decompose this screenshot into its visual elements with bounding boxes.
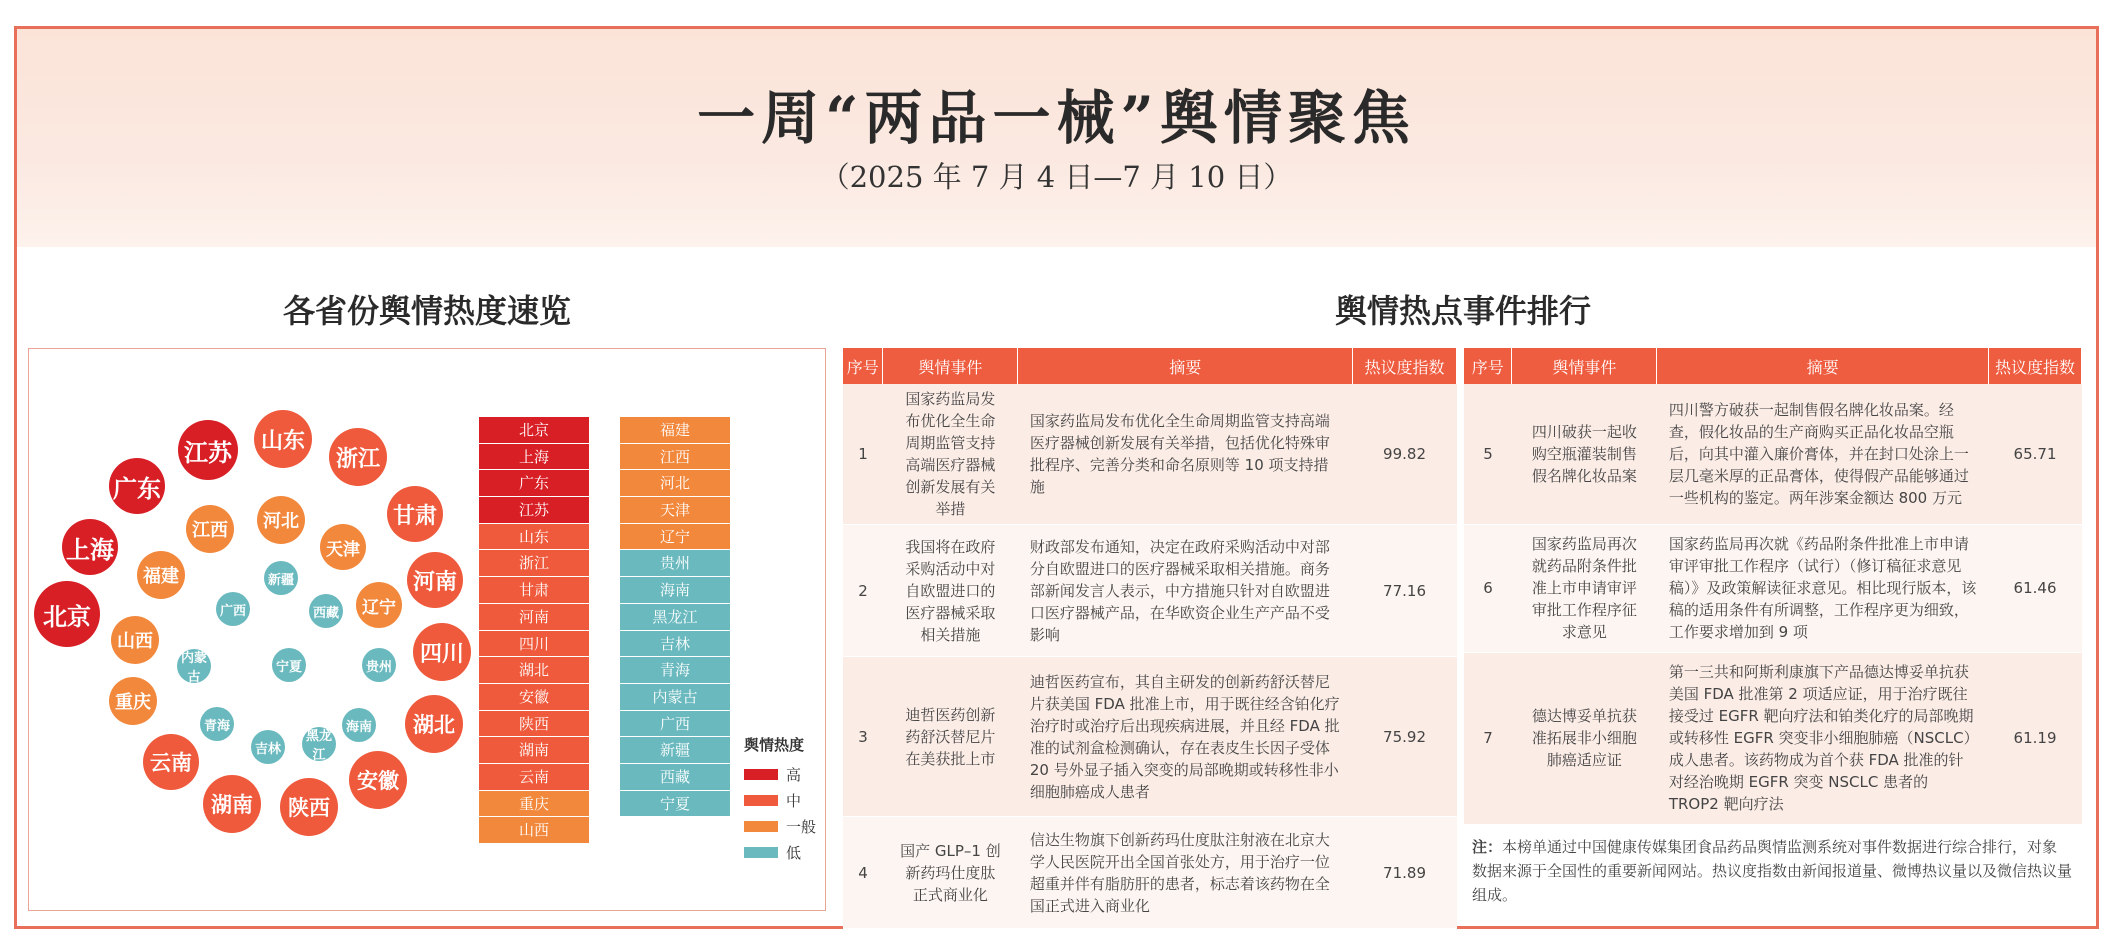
province-rank-item: 黑龙江 [620, 604, 730, 631]
legend-swatch [744, 847, 778, 858]
event-rank: 5 [1464, 384, 1512, 524]
header-banner [17, 29, 2096, 247]
event-row [1464, 384, 2082, 524]
province-rank-item: 新疆 [620, 737, 730, 764]
province-rank-item: 甘肃 [479, 577, 589, 604]
province-bubble: 山西 [111, 616, 159, 664]
province-bubble: 海南 [342, 708, 376, 742]
province-bubble: 湖南 [203, 775, 261, 833]
province-rank-item: 浙江 [479, 550, 589, 577]
event-heat-index: 65.71 [1989, 384, 2082, 524]
province-bubble: 江西 [186, 505, 234, 553]
province-bubble: 贵州 [362, 648, 396, 682]
event-title: 国家药监局再次就药品附条件批准上市申请审评审批工作程序征求意见 [1512, 524, 1657, 652]
event-title: 迪哲医药创新药舒沃替尼片在美获批上市 [883, 657, 1018, 817]
col-header-no: 序号 [843, 348, 883, 384]
province-bubble: 河北 [257, 496, 305, 544]
province-rank-item: 天津 [620, 497, 730, 524]
event-heat-index: 71.89 [1353, 817, 1457, 929]
province-rank-item: 云南 [479, 764, 589, 791]
legend-label: 高 [786, 765, 802, 784]
events-table-left [843, 348, 1457, 929]
footnote-label: 注： [1472, 838, 1503, 856]
province-bubble: 内蒙古 [177, 649, 211, 683]
col-header-summary: 摘要 [1657, 348, 1989, 384]
event-heat-index: 61.46 [1989, 524, 2082, 652]
province-ranking-column-2 [620, 417, 730, 817]
event-summary: 迪哲医药宣布，其自主研发的创新药舒沃替尼片获美国 FDA 批准上市，用于既往经含铂化疗治疗时或治疗后出现疾病进展，并且经 FDA 批准的试剂盒检测确认，存在表皮生长因子受体 20 号外显子插入突变的局部晚期或转移性非小细胞肺癌成人患者 [1018, 657, 1353, 817]
province-bubble: 吉林 [251, 730, 285, 764]
event-heat-index: 61.19 [1989, 652, 2082, 824]
province-rank-item: 安徽 [479, 684, 589, 711]
event-summary: 财政部发布通知，决定在政府采购活动中对部分自欧盟进口的医疗器械采取相关措施。商务部新闻发言人表示，中方措施只针对自欧盟进口医疗器械产品，在华欧资企业生产产品不受影响 [1018, 525, 1353, 657]
province-rank-item: 四川 [479, 631, 589, 658]
province-rank-item: 湖南 [479, 737, 589, 764]
province-rank-item: 山西 [479, 817, 589, 844]
province-bubble: 辽宁 [356, 582, 402, 628]
legend-label: 低 [786, 843, 802, 862]
event-rank: 1 [843, 384, 883, 525]
events-table-right [1464, 348, 2082, 825]
event-row [843, 525, 1457, 657]
province-bubble: 甘肃 [387, 486, 443, 542]
col-header-event: 舆情事件 [1512, 348, 1657, 384]
province-bubble: 广西 [216, 592, 250, 626]
province-bubble: 河南 [407, 552, 463, 608]
province-ranking-column-1 [479, 417, 589, 844]
province-section-title: 各省份舆情热度速览 [282, 292, 571, 330]
province-bubble: 浙江 [329, 428, 387, 486]
province-bubble: 安徽 [349, 751, 407, 809]
province-bubble: 黑龙江 [302, 727, 336, 761]
province-rank-item: 陕西 [479, 711, 589, 738]
footnote [1472, 835, 2072, 907]
province-bubble: 四川 [413, 623, 471, 681]
event-title: 国产 GLP–1 创新药玛仕度肽正式商业化 [883, 817, 1018, 929]
province-bubble: 福建 [137, 551, 185, 599]
province-rank-item: 上海 [479, 444, 589, 471]
province-bubble: 江苏 [178, 420, 238, 480]
event-summary: 第一三共和阿斯利康旗下产品德达博妥单抗获美国 FDA 批准第 2 项适应证，用于治疗既往接受过 EGFR 靶向疗法和铂类化疗的局部晚期或转移性 EGFR 突变非小细胞肺癌（NSCLC）成人患者。该药物成为首个获 FDA 批准的针对经治晚期 EGFR 突变 NSCLC 患者的 TROP2 靶向疗法 [1657, 652, 1989, 824]
province-bubble: 上海 [62, 519, 118, 575]
event-title: 国家药监局发布优化全生命周期监管支持高端医疗器械创新发展有关举措 [883, 384, 1018, 525]
legend-item [744, 813, 816, 839]
event-title: 德达博妥单抗获准拓展非小细胞肺癌适应证 [1512, 652, 1657, 824]
page-title: 一周“两品一械”舆情聚焦 [697, 84, 1416, 152]
province-bubble: 新疆 [264, 561, 298, 595]
event-rank: 3 [843, 657, 883, 817]
province-bubble: 陕西 [280, 778, 338, 836]
province-rank-item: 湖北 [479, 657, 589, 684]
province-bubble: 湖北 [405, 695, 463, 753]
province-bubble: 北京 [34, 581, 100, 647]
province-rank-item: 河北 [620, 470, 730, 497]
province-rank-item: 吉林 [620, 631, 730, 658]
legend-swatch [744, 795, 778, 806]
event-heat-index: 75.92 [1353, 657, 1457, 817]
province-rank-item: 重庆 [479, 791, 589, 818]
province-rank-item: 辽宁 [620, 524, 730, 551]
legend-item [744, 787, 816, 813]
legend-label: 中 [786, 791, 802, 810]
province-rank-item: 宁夏 [620, 791, 730, 818]
province-bubble: 西藏 [309, 594, 343, 628]
col-header-no: 序号 [1464, 348, 1512, 384]
event-rank: 7 [1464, 652, 1512, 824]
event-summary: 国家药监局再次就《药品附条件批准上市申请审评审批工作程序（试行）（修订稿征求意见稿）》及政策解读征求意见。相比现行版本，该稿的适用条件有所调整，工作程序更为细致，工作要求增加到 9 项 [1657, 524, 1989, 652]
event-rank: 4 [843, 817, 883, 929]
legend-item [744, 761, 816, 787]
province-rank-item: 西藏 [620, 764, 730, 791]
event-row [843, 817, 1457, 929]
province-heat-panel [28, 348, 826, 911]
province-rank-item: 江西 [620, 444, 730, 471]
province-rank-item: 广东 [479, 470, 589, 497]
col-header-summary: 摘要 [1018, 348, 1353, 384]
legend-swatch [744, 821, 778, 832]
event-title: 我国将在政府采购活动中对自欧盟进口的医疗器械采取相关措施 [883, 525, 1018, 657]
province-bubble: 广东 [109, 458, 165, 514]
province-rank-item: 福建 [620, 417, 730, 444]
event-row [843, 657, 1457, 817]
province-bubble: 青海 [200, 707, 234, 741]
province-bubble: 宁夏 [272, 648, 306, 682]
events-section-title: 舆情热点事件排行 [1334, 292, 1591, 330]
province-rank-item: 海南 [620, 577, 730, 604]
legend-swatch [744, 769, 778, 780]
footnote-text: 本榜单通过中国健康传媒集团食品药品舆情监测系统对事件数据进行综合排行，对象数据来源于全国性的重要新闻网站。热议度指数由新闻报道量、微博热议量以及微信热议量组成。 [1472, 838, 2073, 904]
province-rank-item: 内蒙古 [620, 684, 730, 711]
province-rank-item: 江苏 [479, 497, 589, 524]
province-bubble: 重庆 [109, 677, 157, 725]
event-summary: 信达生物旗下创新药玛仕度肽注射液在北京大学人民医院开出全国首张处方，用于治疗一位超重并伴有脂肪肝的患者，标志着该药物在全国正式进入商业化 [1018, 817, 1353, 929]
event-row [1464, 652, 2082, 824]
event-heat-index: 77.16 [1353, 525, 1457, 657]
province-bubble: 云南 [143, 734, 199, 790]
province-rank-item: 广西 [620, 711, 730, 738]
date-range: （2025 年 7 月 4 日—7 月 10 日） [820, 160, 1293, 194]
event-row [843, 384, 1457, 525]
event-summary: 国家药监局发布优化全生命周期监管支持高端医疗器械创新发展有关举措，包括优化特殊审批程序、完善分类和命名原则等 10 项支持措施 [1018, 384, 1353, 525]
province-rank-item: 山东 [479, 524, 589, 551]
heat-legend [744, 734, 816, 865]
event-rank: 6 [1464, 524, 1512, 652]
event-summary: 四川警方破获一起制售假名牌化妆品案。经查，假化妆品的生产商购买正品化妆品空瓶后，向其中灌入廉价膏体，并在封口处涂上一层几毫米厚的正品膏体，使得假产品能够通过一些机构的鉴定。两年涉案金额达 800 万元 [1657, 384, 1989, 524]
province-bubble: 山东 [254, 410, 312, 468]
province-rank-item: 贵州 [620, 550, 730, 577]
event-heat-index: 99.82 [1353, 384, 1457, 525]
legend-label: 一般 [786, 817, 817, 836]
col-header-event: 舆情事件 [883, 348, 1018, 384]
col-header-heat: 热议度指数 [1353, 348, 1457, 384]
event-row [1464, 524, 2082, 652]
legend-title: 舆情热度 [744, 736, 805, 754]
event-title: 四川破获一起收购空瓶灌装制售假名牌化妆品案 [1512, 384, 1657, 524]
province-rank-item: 北京 [479, 417, 589, 444]
province-rank-item: 河南 [479, 604, 589, 631]
province-bubble: 天津 [320, 524, 366, 570]
province-rank-item: 青海 [620, 657, 730, 684]
event-rank: 2 [843, 525, 883, 657]
legend-item [744, 839, 816, 865]
col-header-heat: 热议度指数 [1989, 348, 2082, 384]
